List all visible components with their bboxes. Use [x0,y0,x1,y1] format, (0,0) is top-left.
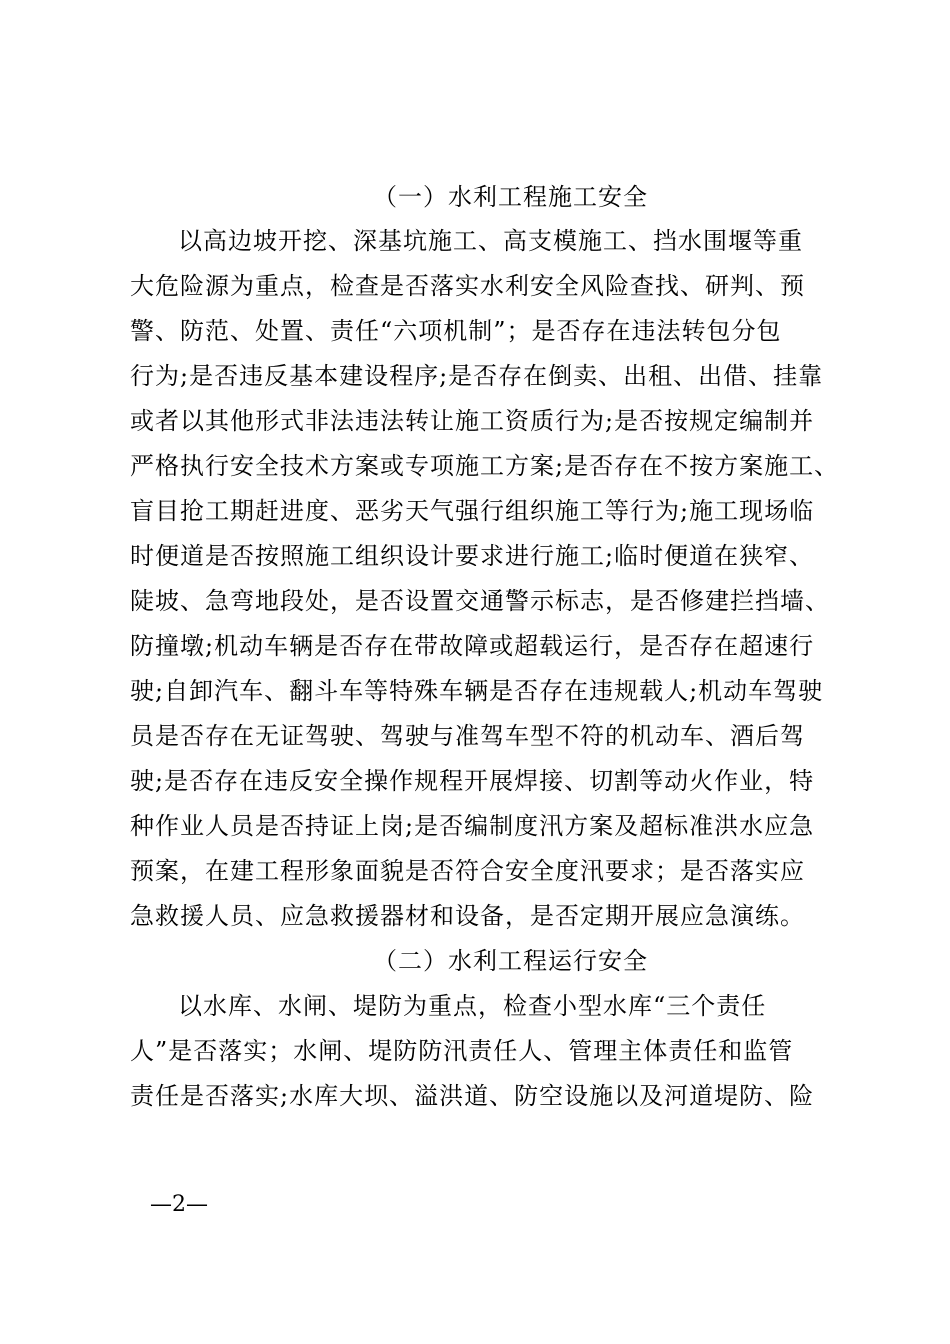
section-1-line: 时便道是否按照施工组织设计要求进行施工;临时便道在狭窄、 [130,542,815,570]
section-1-line: 或者以其他形式非法违法转让施工资质行为;是否按规定编制并 [130,407,815,435]
section-1-line: 预案，在建工程形象面貌是否符合安全度汛要求；是否落实应 [130,857,805,885]
page-number: —2— [150,1192,208,1217]
section-1-line: 以高边坡开挖、深基坑施工、高支模施工、挡水围堰等重 [178,227,803,255]
section-1-line: 行为;是否违反基本建设程序;是否存在倒卖、出租、出借、挂靠 [130,362,824,390]
section-1-heading: （一）水利工程施工安全 [373,183,648,211]
section-1-line: 防撞墩;机动车辆是否存在带故障或超载运行，是否存在超速行 [130,632,815,660]
section-1-line: 盲目抢工期赶进度、恶劣天气强行组织施工等行为;施工现场临 [130,497,815,525]
section-1-line: 驶;自卸汽车、翻斗车等特殊车辆是否存在违规载人;机动车驾驶 [130,677,824,705]
section-1-line: 警、防范、处置、责任“六项机制”；是否存在违法转包分包 [130,317,782,345]
section-1-line: 员是否存在无证驾驶、驾驶与准驾车型不符的机动车、酒后驾 [130,722,805,750]
section-2-line: 人”是否落实；水闸、堤防防汛责任人、管理主体责任和监管 [130,1037,794,1065]
section-2-line: 以水库、水闸、堤防为重点，检查小型水库“三个责任 [178,992,767,1020]
section-1-line: 急救援人员、应急救援器材和设备，是否定期开展应急演练。 [130,902,805,930]
section-1-line: 大危险源为重点，检查是否落实水利安全风险查找、研判、预 [130,272,805,300]
section-1-line: 严格执行安全技术方案或专项施工方案;是否存在不按方案施工、 [130,452,840,480]
section-1-line: 驶;是否存在违反安全操作规程开展焊接、切割等动火作业，特 [130,767,815,795]
section-2-line: 责任是否落实;水库大坝、溢洪道、防空设施以及河道堤防、险 [130,1082,815,1110]
section-1-line: 陡坡、急弯地段处，是否设置交通警示标志，是否修建拦挡墙、 [130,587,830,615]
section-1-line: 种作业人员是否持证上岗;是否编制度汛方案及超标准洪水应急 [130,812,815,840]
section-2-heading: （二）水利工程运行安全 [373,947,648,975]
